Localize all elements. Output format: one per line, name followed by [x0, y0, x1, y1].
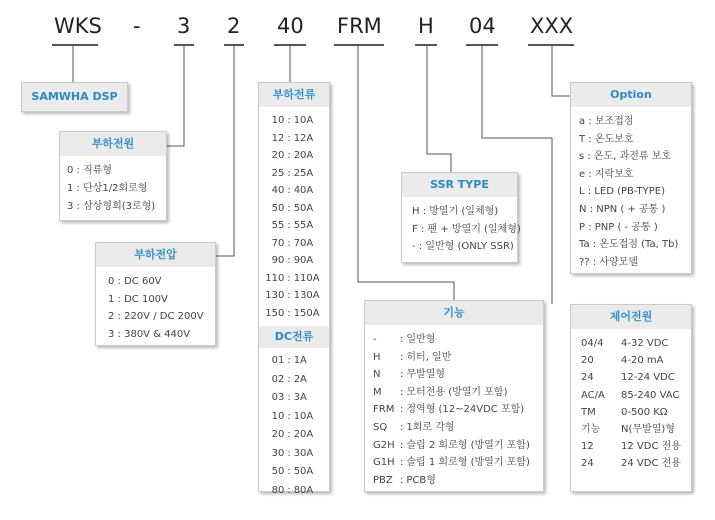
code-underline	[528, 44, 574, 46]
dc-current-item-code: 20	[271, 429, 285, 440]
control-power-list	[571, 329, 691, 477]
function-item-value: PCB형	[406, 474, 436, 486]
code-segment-load-current: 40	[277, 14, 304, 38]
load-current-item-separator: :	[287, 307, 291, 319]
load-current-item-separator: :	[287, 150, 291, 161]
dc-current-item-value: 20A	[293, 429, 314, 440]
load-current-item	[259, 182, 329, 200]
dc-current-item	[259, 463, 329, 482]
control-power-item	[581, 455, 683, 472]
function-item-value: 정역형 (12~24VDC 포함)	[406, 404, 525, 416]
dc-current-item-value: 30A	[293, 447, 314, 459]
control-power-item-code: 20	[581, 355, 594, 367]
function-box	[364, 300, 544, 492]
function-item-code: N	[373, 369, 381, 381]
function-item	[373, 472, 535, 490]
load-power-item: 0 : 직류형	[67, 165, 113, 176]
load-power-item: 3 : 삼상형회(3로형)	[67, 201, 156, 212]
load-current-item-value: 90A	[293, 255, 314, 266]
ssr-type-item: F : 팬 + 방열기 (일체형)	[412, 223, 521, 235]
function-item-code: G2H	[373, 439, 395, 451]
function-item-code: PBZ	[373, 474, 393, 486]
dc-current-item	[259, 445, 329, 464]
ssr-type-item: H : 방열기 (일체형)	[412, 206, 499, 217]
load-current-item-separator: :	[287, 202, 291, 214]
dc-current-item	[259, 371, 329, 390]
function-item-separator: :	[400, 421, 404, 433]
code-underline	[274, 44, 306, 46]
load-current-item-value: 130A	[293, 290, 320, 301]
load-voltage-title: 부하전압	[96, 243, 215, 267]
control-power-item-value: 4-20 mA	[621, 355, 664, 367]
load-current-item-separator: :	[287, 167, 291, 179]
control-power-item-value: 24 VDC 전용	[621, 458, 681, 470]
control-power-item-code: TM	[581, 406, 596, 418]
dc-current-item-value: 10A	[293, 410, 314, 422]
dc-current-item-separator: :	[287, 429, 291, 440]
function-item-code: M	[373, 386, 382, 398]
function-item-separator: :	[400, 474, 404, 486]
option-item: N : NPN ( + 공통 )	[579, 203, 666, 215]
load-current-item	[259, 200, 329, 218]
dc-current-title: DC전류	[259, 326, 329, 348]
function-item	[373, 349, 535, 367]
control-power-item-value: N(무발열)형	[621, 424, 675, 436]
dc-current-item-value: 1A	[293, 355, 307, 366]
function-item-value: 1회로 각형	[406, 421, 455, 433]
code-segment-series: WKS	[54, 14, 102, 38]
dc-current-item-code: 01	[271, 355, 285, 366]
dc-current-item-value: 80A	[293, 484, 314, 496]
dc-current-list	[259, 352, 329, 500]
function-item-separator: :	[400, 334, 404, 345]
load-current-item	[259, 235, 329, 253]
dc-current-item-separator: :	[287, 392, 291, 403]
dc-current-item-separator: :	[287, 466, 291, 477]
load-current-item-code: 130	[265, 290, 285, 301]
load-current-item-value: 150A	[293, 307, 320, 319]
load-power-box	[59, 131, 167, 221]
code-segment-ssr-type: H	[418, 14, 434, 38]
control-power-item	[581, 335, 683, 352]
load-current-item	[259, 287, 329, 305]
ssr-type-title: SSR TYPE	[402, 173, 517, 197]
dc-current-item-value: 3A	[293, 392, 307, 403]
option-box	[570, 82, 692, 274]
function-title: 기능	[365, 301, 543, 325]
load-voltage-item: 3 : 380V & 440V	[108, 328, 191, 340]
function-item	[373, 384, 535, 402]
control-power-item-value: 4-32 VDC	[621, 338, 669, 349]
option-item: Ta : 온도접점 (Ta, Tb)	[579, 239, 679, 251]
function-item-value: 히터, 일반	[406, 351, 452, 363]
dc-current-item-separator: :	[287, 410, 291, 422]
option-item: ?? : 사양모델	[579, 256, 638, 268]
function-item	[373, 331, 535, 349]
control-power-item-value: 85-240 VAC	[621, 389, 680, 401]
function-item-value: 슬립 2 회로형 (방열기 포함)	[406, 439, 530, 451]
control-power-item-value: 12 VDC 전용	[621, 441, 681, 453]
control-power-item-value: 0-500 KΩ	[621, 406, 668, 418]
load-current-item-value: 50A	[293, 202, 314, 214]
option-item: L : LED (PB-TYPE)	[579, 186, 666, 198]
dc-current-item-code: 02	[271, 373, 285, 385]
load-current-item-code: 25	[271, 167, 285, 179]
dc-current-item-value: 50A	[293, 466, 314, 477]
load-current-item-code: 12	[271, 132, 285, 144]
load-current-item-value: 10A	[293, 115, 314, 126]
code-segment-dash: -	[133, 14, 141, 38]
function-item-separator: :	[400, 404, 404, 416]
load-current-item	[259, 165, 329, 183]
function-item-separator: :	[400, 439, 404, 451]
load-current-item-value: 25A	[293, 167, 314, 179]
function-item-value: 일반형	[406, 334, 436, 345]
load-current-item	[259, 270, 329, 288]
control-power-item-code: 24	[581, 372, 594, 384]
control-power-item-code: AC/A	[581, 389, 605, 401]
dc-current-item-separator: :	[287, 373, 291, 385]
function-item-code: SQ	[373, 421, 388, 433]
load-current-item-code: 110	[265, 272, 285, 284]
load-voltage-box	[95, 242, 216, 346]
function-item	[373, 401, 535, 419]
code-segment-function: FRM	[337, 14, 382, 38]
option-item: e : 지락보호	[579, 168, 634, 180]
function-item-value: 무발열형	[406, 369, 446, 381]
dc-current-item	[259, 389, 329, 408]
load-current-item	[259, 305, 329, 323]
load-current-item-code: 70	[271, 237, 285, 249]
load-current-item-code: 10	[271, 115, 285, 126]
load-current-item-separator: :	[287, 255, 291, 266]
load-current-item	[259, 147, 329, 165]
control-power-item-code: 24	[581, 458, 594, 470]
control-power-item-code: 12	[581, 441, 594, 453]
function-item	[373, 419, 535, 437]
load-voltage-item: 2 : 220V / DC 200V	[108, 311, 204, 322]
load-power-title: 부하전원	[60, 132, 166, 156]
load-current-item-value: 12A	[293, 132, 314, 144]
option-item: T : 온도보호	[579, 133, 634, 145]
load-current-item-value: 110A	[293, 272, 320, 284]
load-current-item-separator: :	[287, 185, 291, 196]
load-current-item-value: 20A	[293, 150, 314, 161]
load-current-item-code: 40	[271, 185, 285, 196]
load-current-title: 부하전류	[259, 83, 329, 107]
control-power-item	[581, 352, 683, 369]
load-current-item-separator: :	[287, 220, 291, 231]
function-item	[373, 454, 535, 472]
control-power-item	[581, 421, 683, 438]
option-item: P : PNP ( - 공통 )	[579, 221, 658, 233]
load-current-item-separator: :	[287, 290, 291, 301]
function-list	[365, 325, 543, 493]
load-current-item-code: 55	[271, 220, 285, 231]
dc-current-item-code: 03	[271, 392, 285, 403]
function-item	[373, 437, 535, 455]
load-current-item-separator: :	[287, 237, 291, 249]
code-underline	[334, 44, 384, 46]
code-segment-load-power: 3	[177, 14, 191, 38]
code-underline	[415, 44, 437, 46]
control-power-item-code: 04/4	[581, 338, 604, 349]
load-voltage-item: 0 : DC 60V	[108, 276, 162, 287]
option-title: Option	[571, 83, 691, 107]
load-power-item: 1 : 단상1/2회로형	[67, 183, 148, 194]
code-underline	[466, 44, 498, 46]
load-current-item	[259, 130, 329, 148]
function-item-separator: :	[400, 351, 404, 363]
dc-current-item-separator: :	[287, 447, 291, 459]
dc-current-item-code: 30	[271, 447, 285, 459]
load-current-item-value: 55A	[293, 220, 314, 231]
dc-current-item	[259, 426, 329, 445]
dc-current-item	[259, 408, 329, 427]
option-item: s : 온도, 과전류 보호	[579, 151, 672, 163]
control-power-item	[581, 387, 683, 404]
samwha-title: SAMWHA DSP	[22, 83, 127, 111]
function-item	[373, 366, 535, 384]
control-power-title: 제어전원	[571, 305, 691, 329]
control-power-item	[581, 404, 683, 421]
dc-current-item-value: 2A	[293, 373, 307, 385]
control-power-box	[570, 304, 692, 492]
load-current-item-value: 70A	[293, 237, 314, 249]
function-item-code: G1H	[373, 457, 395, 469]
load-current-item	[259, 217, 329, 235]
code-underline	[224, 44, 244, 46]
dc-current-item	[259, 482, 329, 501]
code-segment-control-power: 04	[469, 14, 496, 38]
load-current-item-code: 20	[271, 150, 285, 161]
code-underline	[174, 44, 194, 46]
load-current-item-value: 40A	[293, 185, 314, 196]
function-item-code: H	[373, 351, 381, 363]
option-item: a : 보조접점	[579, 116, 634, 127]
load-current-item-code: 90	[271, 255, 285, 266]
dc-current-item-code: 10	[271, 410, 285, 422]
function-item-value: 모터전용 (방열기 포함)	[406, 386, 508, 398]
load-current-box	[258, 82, 330, 496]
load-current-item	[259, 252, 329, 270]
dc-current-item	[259, 352, 329, 371]
load-current-item-code: 50	[271, 202, 285, 214]
samwha-box	[21, 82, 128, 112]
load-current-item-code: 150	[265, 307, 285, 319]
code-segment-option: XXX	[530, 14, 574, 38]
function-item-code: FRM	[373, 404, 395, 416]
control-power-item	[581, 438, 683, 455]
code-segment-load-voltage: 2	[227, 14, 241, 38]
dc-current-item-code: 80	[271, 484, 285, 496]
load-current-item-separator: :	[287, 132, 291, 144]
ssr-type-item: - : 일반형 (ONLY SSR)	[412, 241, 514, 252]
function-item-separator: :	[400, 386, 404, 398]
load-current-item	[259, 112, 329, 130]
function-item-code: -	[373, 334, 377, 345]
function-item-value: 슬립 1 회로형 (방열기 포함)	[406, 457, 530, 469]
load-current-item-separator: :	[287, 272, 291, 284]
dc-current-item-separator: :	[287, 484, 291, 496]
code-underline	[52, 44, 98, 46]
function-item-separator: :	[400, 369, 404, 381]
load-voltage-item: 1 : DC 100V	[108, 293, 168, 305]
ssr-type-box	[401, 172, 521, 263]
load-current-item-separator: :	[287, 115, 291, 126]
dc-current-item-separator: :	[287, 355, 291, 366]
dc-current-item-code: 50	[271, 466, 285, 477]
control-power-item	[581, 369, 683, 386]
control-power-item-code: 기능	[581, 424, 601, 436]
control-power-item-value: 12-24 VDC	[621, 372, 675, 384]
load-current-list	[259, 107, 329, 322]
function-item-separator: :	[400, 457, 404, 469]
